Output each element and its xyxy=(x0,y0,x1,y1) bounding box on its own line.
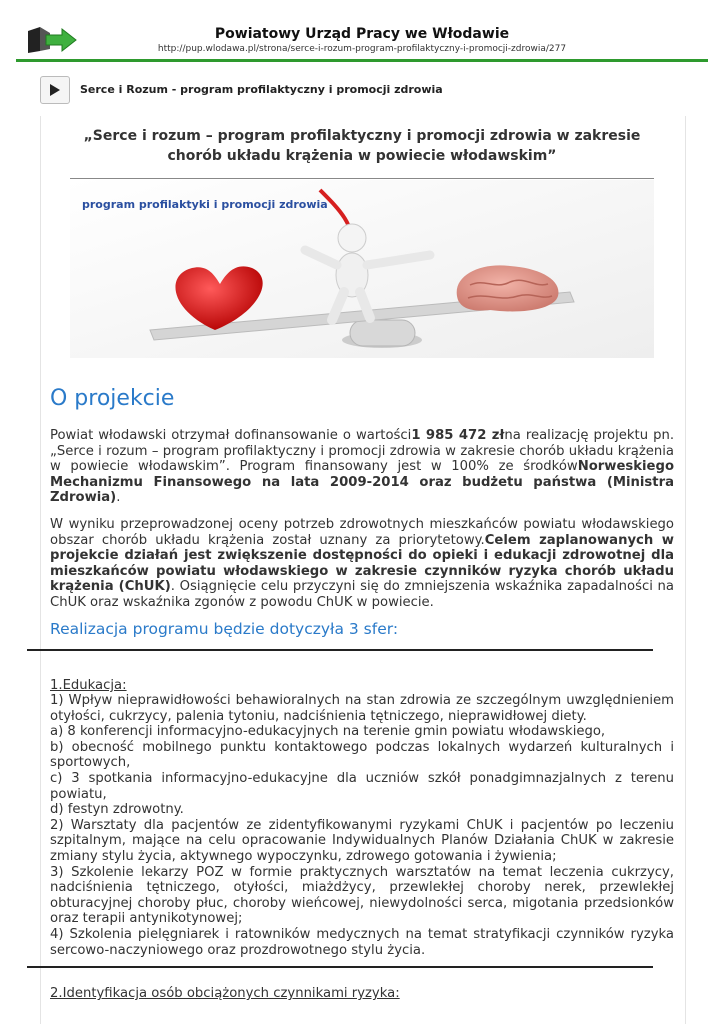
program-banner-image xyxy=(70,180,654,358)
list-item: a) 8 konferencji informacyjno-edukacyjnych na terenie gmin powiatu włodawskiego, xyxy=(50,724,606,740)
page-url: http://pup.wlodawa.pl/strona/serce-i-rozum-program-profilaktyczny-i-promocji-zdrowia/277 xyxy=(157,44,567,54)
breadcrumb-arrow-button[interactable] xyxy=(40,76,70,104)
section-heading: O projekcie xyxy=(50,386,175,411)
list-item: 4) Szkolenia pielęgniarek i ratowników medycznych na temat stratyfikacji czynników ryzyka sercowo-naczyniowego oraz prozdrowotnego stylu życia. xyxy=(50,926,674,958)
list-item: c) 3 spotkania informacyjno-edukacyjne dla uczniów szkół ponadgimnazjalnych z terenu powiatu, xyxy=(50,770,674,802)
header-divider xyxy=(16,59,708,62)
title-divider xyxy=(70,178,654,179)
document-title xyxy=(56,126,668,166)
breadcrumb: Serce i Rozum - program profilaktyczny i promocji zdrowia xyxy=(80,83,443,96)
section-education-label: 1.Edukacja: xyxy=(50,678,127,693)
paragraph-funding: Powiat włodawski otrzymał dofinansowanie o wartości1 985 472 złna realizację projektu pn. „Serce i rozum – program profilaktyczny i promocji zdrowia w zakresie chorób układu krążenia w powiecie włodawskim”. Program finansowany jest w 100% ze środkówNorweskiego Mechanizmu Finansowego na lata 2009-2014 oraz budżetu państwa (Ministra Zdrowia). xyxy=(50,428,675,506)
section-identification-label: 2.Identyfikacja osób obciążonych czynnikami ryzyka: xyxy=(50,986,400,1001)
education-list xyxy=(50,693,674,958)
paragraph-goal: W wyniku przeprowadzonej oceny potrzeb zdrowotnych mieszkańców powiatu włodawskiego obszar chorób układu krążenia został uznany za priorytetowy.Celem zaplanowanych w projekcie działań jest zwiększenie dostępności do opieki i edukacji zdrowotnej dla mieszkańców powiatu włodawskiego w zakresie czynników ryzyka chorób układu krążenia (ChUK). Osiągnięcie celu przyczyni się do zmniejszenia wskaźnika zapadalności na ChUK oraz wskaźnika zgonów z powodu ChUK w powiecie. xyxy=(50,517,674,610)
document-title-line-1: „Serce i rozum – program profilaktyczny i promocji zdrowia w zakresie xyxy=(83,128,641,144)
spheres-heading: Realizacja programu będzie dotyczyła 3 sfer: xyxy=(50,620,399,638)
section-divider xyxy=(27,649,653,651)
list-item: 3) Szkolenie lekarzy POZ w formie praktycznych warsztatów na temat leczenia cukrzycy, nadciśnienia tętniczego, otyłości, miażdżycy, przewlekłej choroby nerek, przewlekłej obturacyjnej choroby płuc, choroby wieńcowej, niewydolności serca, migotania przedsionków oraz terapii antynikotynowej; xyxy=(50,864,674,927)
document-title-line-2: chorób układu krążenia w powiecie włodawskim” xyxy=(167,148,557,164)
list-item: 1) Wpływ nieprawidłowości behawioralnych na stan zdrowia ze szczególnym uwzględnieniem otyłości, cukrzycy, palenia tytoniu, nadciśnienia tętniczego, nieprawidłowej diety. xyxy=(50,693,674,724)
list-item: 2) Warsztaty dla pacjentów ze zidentyfikowanymi ryzykami ChUK i pacjentów po leczeniu szpitalnym, mające na celu opracowanie Indywidualnych Planów Działania ChUK w zakresie zmiany stylu życia, aktywnego wypoczynku, zdrowego gotowania i żywienia; xyxy=(50,817,674,864)
list-item: b) obecność mobilnego punktu kontaktowego podczas lokalnych wydarzeń kulturalnych i sportowych, xyxy=(50,739,674,771)
list-item: d) festyn zdrowotny. xyxy=(50,802,184,818)
play-icon xyxy=(50,84,60,96)
site-title: Powiatowy Urząd Pracy we Włodawie xyxy=(214,26,510,42)
section-divider xyxy=(27,966,653,968)
banner-caption: program profilaktyki i promocji zdrowia xyxy=(82,198,328,211)
site-header xyxy=(16,20,708,60)
